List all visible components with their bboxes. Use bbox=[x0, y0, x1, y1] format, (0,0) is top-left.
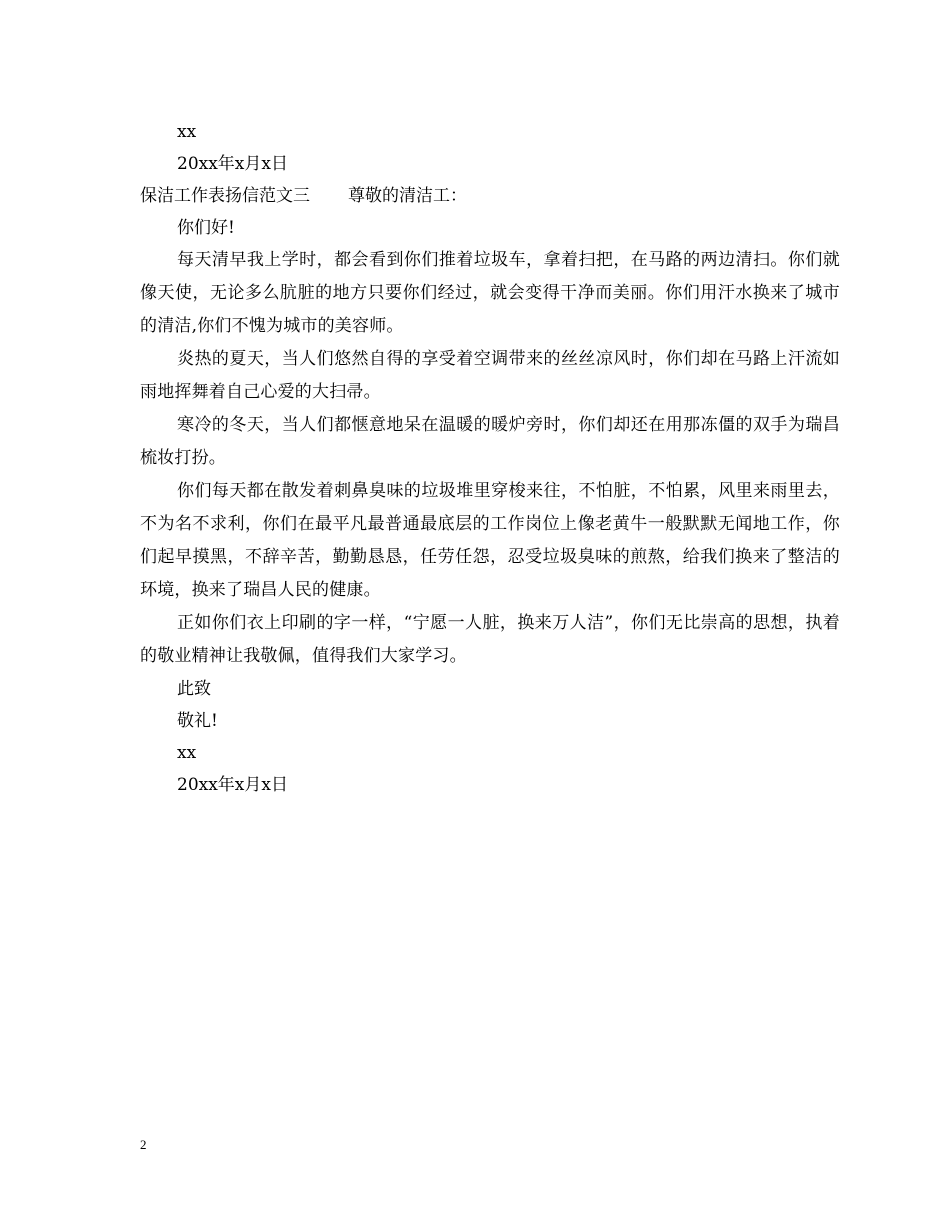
title-line bbox=[140, 180, 840, 212]
paragraph-3: 寒冷的冬天，当人们都惬意地呆在温暖的暖炉旁时，你们却还在用那冻僵的双手为瑞昌梳妆打扮。 bbox=[140, 415, 840, 468]
bottom-date: 20xx年x月x日 bbox=[177, 775, 288, 795]
salutation: 尊敬的清洁工： bbox=[348, 186, 467, 206]
closing-jing-li: 敬礼! bbox=[177, 711, 218, 731]
paragraph-5: 正如你们衣上印刷的字一样，“宁愿一人脏，换来万人洁”，你们无比崇高的思想，执着的敬业精神让我敬佩，值得我们大家学习。 bbox=[140, 613, 840, 666]
closing-ci-zhi: 此致 bbox=[177, 679, 211, 699]
letter-body bbox=[140, 116, 840, 801]
top-date: 20xx年x月x日 bbox=[177, 154, 288, 174]
page-number: 2 bbox=[140, 1137, 147, 1152]
top-signature: xx bbox=[177, 122, 197, 142]
bottom-signature: xx bbox=[177, 743, 197, 763]
paragraph-1: 每天清早我上学时，都会看到你们推着垃圾车，拿着扫把，在马路的两边清扫。你们就像天使，无论多么肮脏的地方只要你们经过，就会变得干净而美丽。你们用汗水换来了城市的清洁,你们不愧为城市的美容师。 bbox=[140, 250, 840, 336]
paragraph-2: 炎热的夏天，当人们悠然自得的享受着空调带来的丝丝凉风时，你们却在马路上汗流如雨地挥舞着自己心爱的大扫帚。 bbox=[140, 349, 840, 402]
greeting: 你们好! bbox=[177, 218, 235, 238]
paragraph-4: 你们每天都在散发着刺鼻臭味的垃圾堆里穿梭来往，不怕脏，不怕累，风里来雨里去，不为名不求利，你们在最平凡最普通最底层的工作岗位上像老黄牛一般默默无闻地工作，你们起早摸黑，不辞辛苦，勤勤恳恳，任劳任怨，忍受垃圾臭味的煎熬，给我们换来了整洁的环境，换来了瑞昌人民的健康。 bbox=[140, 481, 840, 600]
letter-title: 保洁工作表扬信范文三 bbox=[140, 186, 310, 206]
